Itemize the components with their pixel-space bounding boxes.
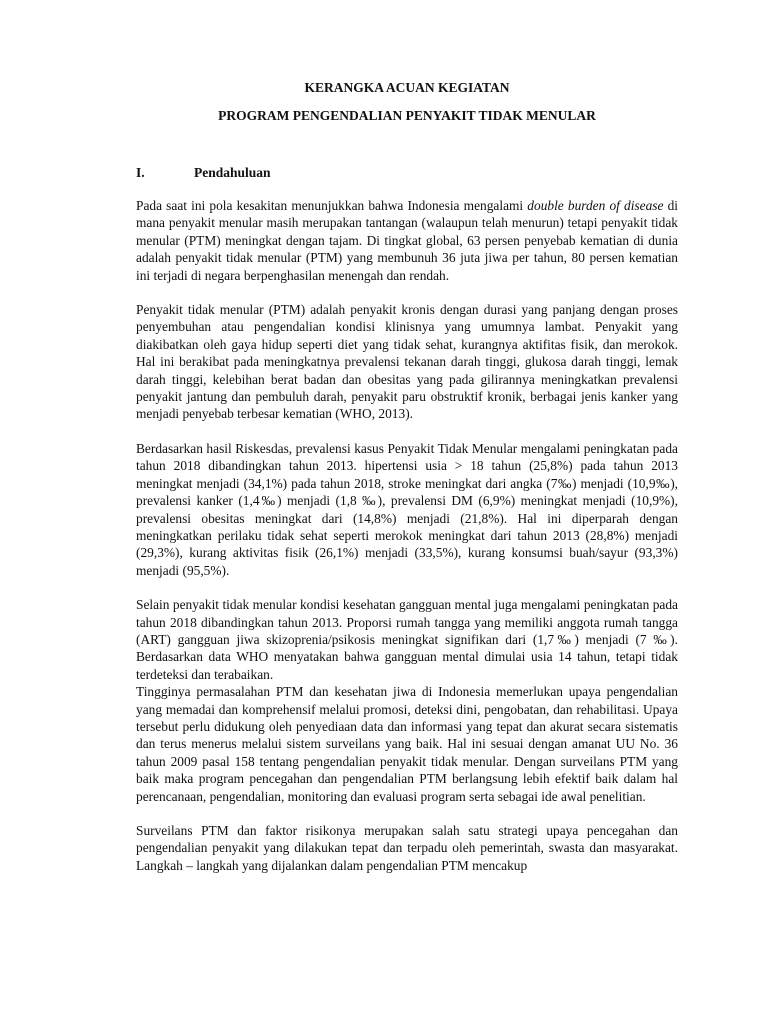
section-number: I.	[136, 165, 145, 180]
section-heading	[136, 164, 678, 181]
paragraph-4: Selain penyakit tidak menular kondisi kesehatan gangguan mental juga mengalami peningkatan pada tahun 2018 dibandingkan tahun 2013. Proporsi rumah tangga yang memiliki anggota rumah tangga (ART) gangguan jiwa skizoprenia/psikosis meningkat signifikan dari (1,7‰) menjadi (7 ‰). Berdasarkan data WHO menyatakan bahwa gangguan mental dimulai usia 14 tahun, tetapi tidak terdeteksi dan terabaikan.	[136, 597, 678, 682]
document-subtitle: PROGRAM PENGENDALIAN PENYAKIT TIDAK MENULAR	[218, 108, 596, 123]
paragraph-6: Surveilans PTM dan faktor risikonya merupakan salah satu strategi upaya pencegahan dan pengendalian penyakit yang dilakukan tepat dan terpadu oleh pemerintah, swasta dan masyarakat. Langkah – langkah yang dijalankan dalam pengendalian PTM mencakup	[136, 823, 678, 873]
paragraph-1	[136, 197, 678, 284]
paragraph-2: Penyakit tidak menular (PTM) adalah penyakit kronis dengan durasi yang panjang dengan proses penyembuhan atau pengendalian kondisi klinisnya yang umumnya lambat. Penyakit yang diakibatkan oleh gaya hidup seperti diet yang tidak sehat, kurangnya aktifitas fisik, dan merokok. Hal ini berakibat pada meningkatnya prevalensi tekanan darah tinggi, glukosa darah tinggi, lemak darah tinggi, kelebihan berat badan dan obesitas yang pada gilirannya meningkatkan prevalensi penyakit jantung dan pembuluh darah, penyakit paru obstruktif kronik, berbagai jenis kanker yang menjadi penyebab terbesar kematian (WHO, 2013).	[136, 302, 678, 422]
paragraph-1-start: Pada saat ini pola kesakitan menunjukkan bahwa Indonesia mengalami	[136, 198, 528, 213]
paragraph-3: Berdasarkan hasil Riskesdas, prevalensi kasus Penyakit Tidak Menular mengalami peningkatan pada tahun 2018 dibandingkan tahun 2013. hipertensi usia > 18 tahun (25,8%) pada tahun 2013 meningkat menjadi (34,1%) pada tahun 2018, stroke meningkat dari angka (7‰) menjadi (10,9‰), prevalensi kanker (1,4‰) menjadi (1,8 ‰), prevalensi DM (6,9%) meningkat menjadi (10,9%), prevalensi obesitas meningkat dari (14,8%) menjadi (21,8%). Hal ini diperparah dengan meningkatkan perilaku tidak sehat seperti merokok meningkat dari tahun 2013 (28,8%) menjadi (29,3%), kurang aktivitas fisik (26,1%) menjadi (33,5%), kurang konsumsi buah/sayur (93,3%) menjadi (95,5%).	[136, 440, 678, 578]
paragraph-1-italic-term: double burden of disease	[527, 198, 664, 213]
document-title: KERANGKA ACUAN KEGIATAN	[304, 80, 510, 95]
paragraph-5: Tingginya permasalahan PTM dan kesehatan jiwa di Indonesia memerlukan upaya pengendalian yang memadai dan komprehensif melalui promosi, deteksi dini, pengobatan, dan rehabilitasi. Upaya tersebut perlu didukung oleh penyediaan data dan informasi yang tepat dan akurat secara sistematis dan terus menerus melalui sistem surveilans yang baik. Hal ini sesuai dengan amanat UU No. 36 tahun 2009 pasal 158 tentang pengendalian penyakit tidak menular. Dengan surveilans PTM yang baik maka program pencegahan dan pengendalian PTM berlangsung lebih efektif baik dalam hal perencanaan, pengendalian, monitoring dan evaluasi program serta sebagai ide awal penelitian.	[136, 684, 678, 804]
paragraph-1-end: di mana penyakit menular masih merupakan tantangan (walaupun telah menurun) tetapi penyakit tidak menular (PTM) meningkat dengan tajam. Di tingkat global, 63 persen penyebab kematian di dunia adalah penyakit tidak menular (PTM) yang membunuh 36 juta jiwa per tahun, 80 persen kematian ini terjadi di negara berpenghasilan menengah dan rendah.	[136, 198, 679, 283]
section-title: Pendahuluan	[194, 165, 271, 180]
